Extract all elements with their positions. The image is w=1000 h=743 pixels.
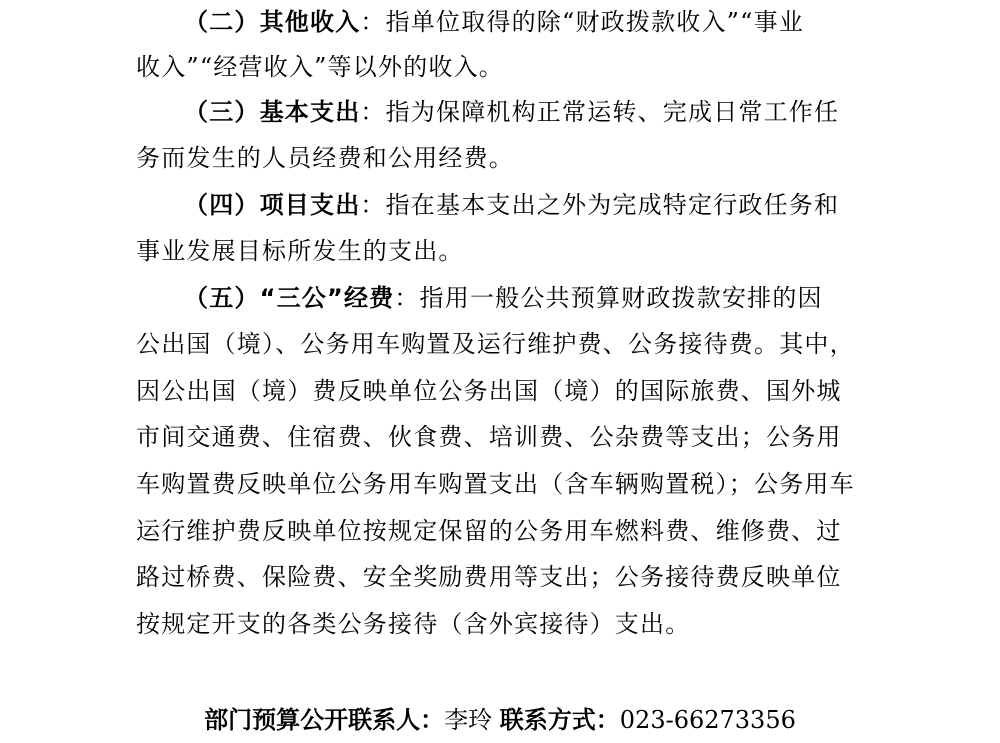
paragraph-text: ：指用一般公共预算财政拨款安排的因 [394,284,823,312]
contact-person-label: 部门预算公开联系人： [204,706,445,734]
paragraph-basic-expense-line-2: 务而发生的人员经费和公用经费。 [136,144,514,172]
paragraph-three-public-line-2: 公出国（境）、公务用车购置及运行维护费、公务接待费。其中， [136,330,855,358]
paragraph-text: ：指单位取得的除“财政拨款收入”“事业 [360,8,805,36]
paragraph-heading: （四）项目支出 [184,191,361,219]
paragraph-three-public-line-1 [184,275,866,321]
paragraph-heading: （二）其他收入 [184,8,361,36]
paragraph-other-income-line-1 [184,0,866,45]
paragraph-basic-expense-line-1 [184,89,866,135]
contact-person-name: 李玲 [444,706,493,734]
paragraph-three-public-line-3: 因公出国（境）费反映单位公务出国（境）的国际旅费、国外城 [136,377,842,405]
paragraph-heading: （五）“三公”经费 [184,284,395,312]
contact-phone: 023-66273356 [619,706,796,734]
paragraph-three-public-line-7: 路过桥费、保险费、安全奖励费用等支出；公务接待费反映单位 [136,563,842,591]
paragraph-other-income-line-2: 收入”“经营收入”等以外的收入。 [136,53,505,81]
paragraph-project-expense-line-2: 事业发展目标所发生的支出。 [136,237,464,265]
contact-method-label: 联系方式： [499,706,620,734]
contact-line [0,697,1000,743]
paragraph-text: ：指为保障机构正常运转、完成日常工作任 [360,98,840,126]
paragraph-three-public-line-8: 按规定开支的各类公务接待（含外宾接待）支出。 [136,610,691,638]
paragraph-text: ：指在基本支出之外为完成特定行政任务和 [360,191,840,219]
paragraph-three-public-line-4: 市间交通费、住宿费、伙食费、培训费、公杂费等支出；公务用 [136,423,842,451]
paragraph-three-public-line-5: 车购置费反映单位公务用车购置支出（含车辆购置税）；公务用车 [136,470,855,498]
paragraph-heading: （三）基本支出 [184,98,361,126]
paragraph-three-public-line-6: 运行维护费反映单位按规定保留的公务用车燃料费、维修费、过 [136,517,842,545]
paragraph-project-expense-line-1 [184,182,866,228]
